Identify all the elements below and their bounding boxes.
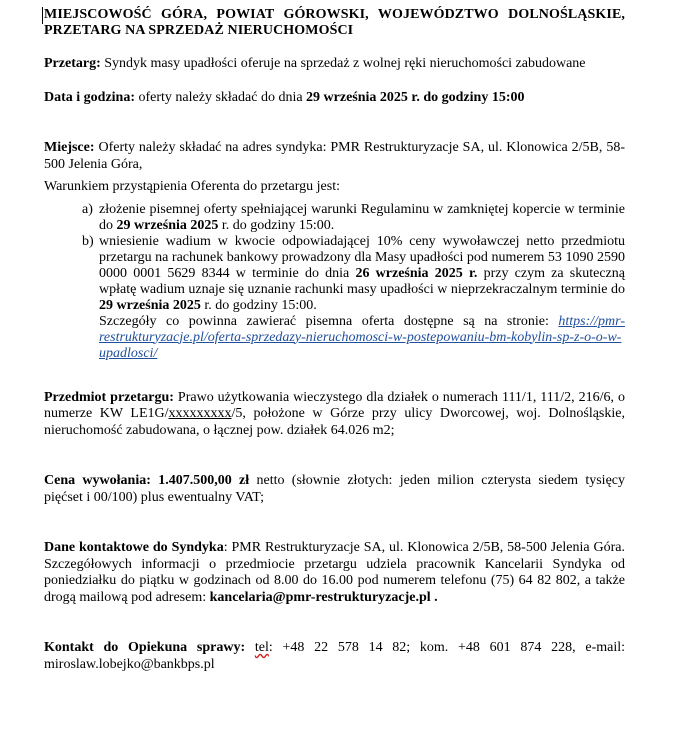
- cena-label: Cena wywołania:: [44, 473, 151, 488]
- kontakt-opiekun-text: : +48 22 578 14 82; kom. +48 601 874 228, e-mail: miroslaw.lobejko@bankbps.pl: [44, 640, 626, 672]
- data-godzina-text: oferty należy składać do dnia: [135, 89, 307, 105]
- tel-abbreviation: tel: [254, 640, 269, 655]
- list-item-text: złożenie pisemnej oferty spełniającej warunki Regulaminu w zamkniętej kopercie w terminie do: [99, 201, 625, 233]
- list-item-deadline: 29 września 2025: [116, 217, 219, 233]
- document-title: MIEJSCOWOŚĆ GÓRA, POWIAT GÓROWSKI, WOJEWÓDZTWO DOLNOŚLĄSKIE, PRZETARG NA SPRZEDAŻ NIERUCHOMOŚCI: [44, 7, 625, 38]
- dane-kontaktowe-paragraph: [44, 540, 625, 606]
- dane-kontaktowe-end: .: [430, 589, 438, 605]
- data-godzina-label: Data i godzina:: [44, 89, 135, 105]
- text-cursor: [42, 7, 43, 24]
- kontakt-opiekun-paragraph: [44, 640, 625, 673]
- przetarg-label: Przetarg:: [44, 56, 101, 71]
- list-item-final-deadline: 29 września 2025: [99, 297, 201, 313]
- list-item-text-end: r. do godziny 15:00.: [200, 297, 317, 313]
- offer-details-link[interactable]: https://pmr-restrukturyzacje.pl/oferta-sprzedazy-nieruchomosci-w-postepowaniu-bm-kobylin-sp-z-o-o-w-upadlosci/: [99, 313, 625, 361]
- miejsce-text: Oferty należy składać na adres syndyka: PMR Restrukturyzacje SA, ul. Klonowica 2/5B, 58-500 Jelenia Góra,: [44, 140, 625, 172]
- kontakt-opiekun-label: Kontakt do Opiekuna sprawy:: [44, 640, 246, 655]
- list-item-text-end: r. do godziny 15:00.: [218, 217, 335, 233]
- warunki-intro: Warunkiem przystąpienia Oferenta do przetargu jest:: [44, 179, 340, 194]
- list-item: [82, 202, 625, 234]
- dane-kontaktowe-text: : PMR Restrukturyzacje SA, ul. Klonowica 2/5B, 58-500 Jelenia Góra. Szczegółowych informacji o przedmiocie przetargu udziela pracownik Kancelarii Syndyka od poniedziałku do piątku w godzinach od 8.00 do 16.00 pod numerem telefonu (75) 64 82 802, a także drogą mailową pod adresem:: [44, 540, 625, 605]
- list-item-text-middle: przy czym za skuteczną wpłatę wadium uznaje się uznanie rachunki masy upadłości w nieprzekraczalnym terminie do: [99, 265, 625, 297]
- kw-masked-number: xxxxxxxxx: [168, 406, 232, 421]
- przedmiot-text: Prawo użytkowania wieczystego dla działek o numerach 111/1, 111/2, 216/6, o numerze KW LE1G/: [44, 389, 625, 421]
- data-godzina-deadline: 29 września 2025 r. do godziny 15:00: [306, 89, 525, 105]
- dane-kontaktowe-label: Dane kontaktowe do Syndyka: [44, 540, 224, 555]
- cena-text: netto (słownie złotych: jeden milion czterysta siedem tysięcy pięćset i 00/100) plus ewentualny VAT;: [44, 473, 625, 505]
- miejsce-paragraph: [44, 140, 625, 173]
- list-item-text: wniesienie wadium w kwocie odpowiadającej 10% ceny wywoławczej netto przedmiotu przetargu na rachunek bankowy prowadzony dla Masy upadłości pod numerem 53 1090 2590 0000 0001 5629 8344 w terminie do dnia: [99, 233, 625, 281]
- details-text: Szczegóły co powinna zawierać pisemna oferta dostępne są na stronie:: [99, 313, 559, 329]
- list-marker: a): [82, 201, 93, 217]
- miejsce-label: Miejsce:: [44, 140, 95, 155]
- przedmiot-paragraph: [44, 390, 625, 440]
- przedmiot-text-end: /5, położone w Górze przy ulicy Dworcowej, woj. Dolnośląskie, nieruchomość zabudowana, o łącznej pow. działek 64.026 m2;: [44, 406, 625, 438]
- kontakt-opiekun-space: [245, 640, 255, 655]
- przedmiot-label: Przedmiot przetargu:: [44, 389, 174, 405]
- list-item: [82, 234, 625, 362]
- list-item-wadium-deadline: 26 września 2025 r.: [355, 265, 478, 281]
- conditions-list: [44, 202, 625, 362]
- cena-paragraph: [44, 473, 625, 506]
- data-godzina-paragraph: [44, 90, 625, 107]
- contact-email: kancelaria@pmr-restrukturyzacje.pl: [209, 589, 431, 605]
- przetarg-text: Syndyk masy upadłości oferuje na sprzedaż z wolnej ręki nieruchomości zabudowane: [100, 56, 586, 71]
- cena-amount: 1.407.500,00 zł: [150, 473, 250, 488]
- list-marker: b): [82, 233, 94, 249]
- przetarg-paragraph: [44, 56, 625, 73]
